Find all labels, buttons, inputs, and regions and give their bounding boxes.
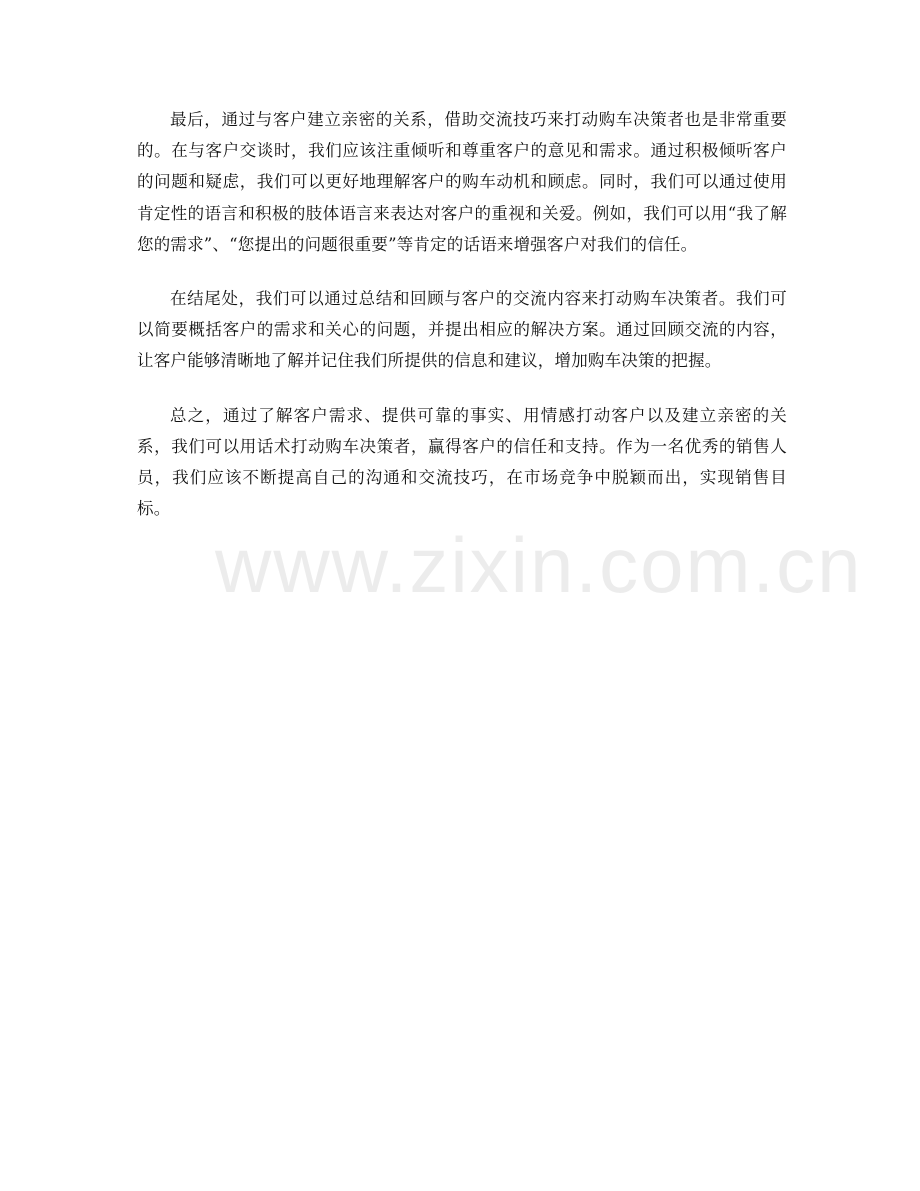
paragraph-summary-review: 在结尾处，我们可以通过总结和回顾与客户的交流内容来打动购车决策者。我们可以简要概括客户的需求和关心的问题，并提出相应的解决方案。通过回顾交流的内容，让客户能够清晰地了解并记住我们所提供的信息和建议，增加购车决策的把握。 xyxy=(137,289,787,371)
watermark: www.zixin.com.cn xyxy=(215,521,863,609)
paragraph-closing-relationship: 最后，通过与客户建立亲密的关系，借助交流技巧来打动购车决策者也是非常重要的。在与客户交谈时，我们应该注重倾听和尊重客户的意见和需求。通过积极倾听客户的问题和疑虑，我们可以更好地理解客户的购车动机和顾虑。同时，我们可以通过使用肯定性的语言和积极的肢体语言来表达对客户的重视和关爱。例如，我们可以用“我了解您的需求”、“您提出的问题很重要”等肯定的话语来增强客户对我们的信任。 xyxy=(137,110,787,254)
paragraph-conclusion: 总之，通过了解客户需求、提供可靠的事实、用情感打动客户以及建立亲密的关系，我们可以用话术打动购车决策者，赢得客户的信任和支持。作为一名优秀的销售人员，我们应该不断提高自己的沟通和交流技巧，在市场竞争中脱颖而出，实现销售目标。 xyxy=(137,405,787,519)
document-body xyxy=(137,104,787,547)
